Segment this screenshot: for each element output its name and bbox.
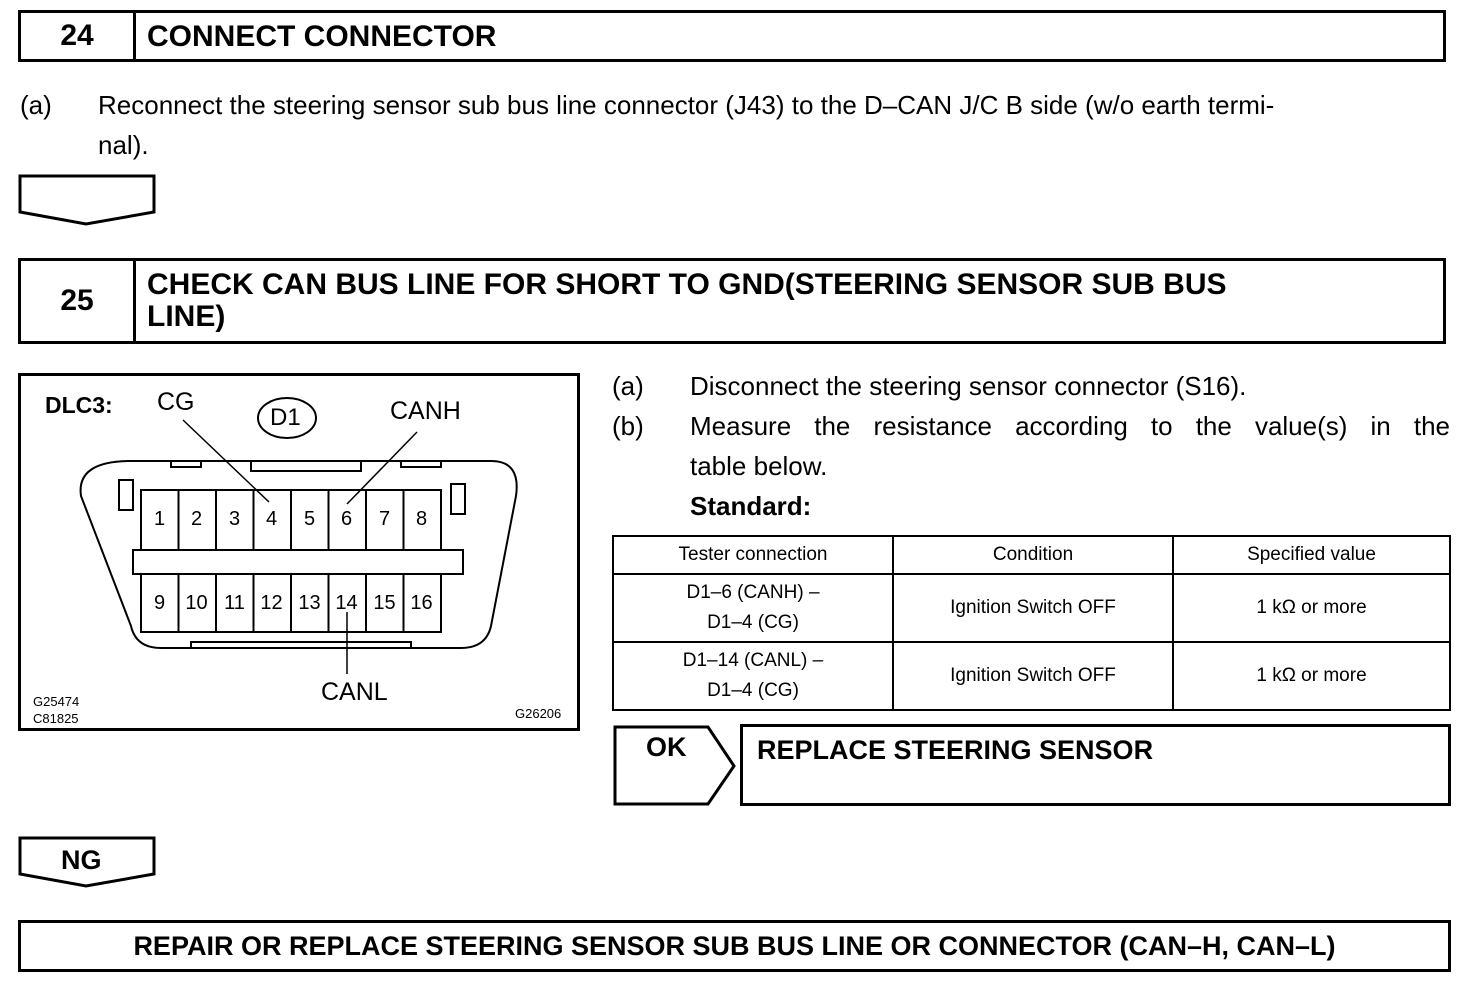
cell-line: D1–6 (CANH) – (686, 582, 820, 603)
instruction-text-cont: table below. (690, 451, 828, 481)
pin-number: 1 (153, 508, 166, 530)
pin-number: 16 (410, 592, 433, 614)
step-25-header (18, 258, 1446, 344)
table-cell: 1 kΩ or more (1173, 642, 1450, 710)
table-cell (613, 574, 893, 642)
pin-label-cg: CG (157, 388, 195, 416)
instruction-marker: (a) (20, 90, 52, 120)
cell-line: D1–14 (CANL) – (682, 650, 824, 671)
table-row (613, 642, 1450, 710)
ok-action-box (740, 724, 1451, 806)
pin-number: 8 (415, 508, 428, 530)
table-cell: Ignition Switch OFF (893, 574, 1173, 642)
flow-arrow (18, 174, 158, 228)
ok-label: OK (646, 732, 687, 762)
step-title-line: LINE) (147, 300, 226, 333)
column-header: Specified value (1173, 536, 1450, 574)
table-row (613, 574, 1450, 642)
instruction-text-cont: nal). (98, 130, 149, 160)
pin-number: 5 (303, 508, 316, 530)
pin-label-canl: CANL (321, 678, 388, 706)
pin-number: 3 (228, 508, 241, 530)
pin-number: 7 (378, 508, 391, 530)
ref-code: C81825 (33, 711, 79, 726)
step-title: CONNECT CONNECTOR (147, 20, 497, 53)
connector-label: DLC3: (45, 392, 113, 418)
ng-label: NG (61, 845, 102, 875)
instruction-marker: (b) (612, 411, 644, 441)
instruction-text: Reconnect the steering sensor sub bus line connector (J43) to the D–CAN J/C B side (w/o earth termi- (98, 90, 1275, 120)
pin-number: 6 (340, 508, 353, 530)
table-cell: Ignition Switch OFF (893, 642, 1173, 710)
ref-code: G26206 (515, 706, 562, 721)
pin-number: 2 (190, 508, 203, 530)
standard-label: Standard: (690, 491, 812, 521)
instruction-marker: (a) (612, 371, 644, 401)
step-number: 24 (21, 13, 136, 59)
pin-number: 9 (153, 592, 166, 614)
column-header: Condition (893, 536, 1173, 574)
instruction-text: Measure the resistance according to the value(s) in the (690, 411, 1450, 441)
step-title-line: CHECK CAN BUS LINE FOR SHORT TO GND(STEERING SENSOR SUB BUS (147, 268, 1227, 301)
pin-number: 14 (335, 592, 358, 614)
dlc3-diagram (18, 373, 580, 731)
column-header: Tester connection (613, 536, 893, 574)
ok-action-text: REPLACE STEERING SENSOR (757, 735, 1154, 765)
ref-code: G25474 (33, 694, 80, 709)
ng-action-box (18, 920, 1451, 972)
spec-table (612, 535, 1451, 711)
connector-id: D1 (270, 404, 301, 431)
table-cell: 1 kΩ or more (1173, 574, 1450, 642)
step-24-header (18, 10, 1446, 62)
instruction-text: Disconnect the steering sensor connector (S16). (690, 371, 1247, 401)
cell-line: D1–4 (CG) (707, 612, 799, 633)
step-number: 25 (21, 261, 136, 341)
pin-number: 12 (260, 592, 283, 614)
pin-number: 15 (373, 592, 396, 614)
table-header-row (613, 536, 1450, 574)
pin-label-canh: CANH (390, 397, 461, 425)
ng-action-text: REPAIR OR REPLACE STEERING SENSOR SUB BUS LINE OR CONNECTOR (CAN–H, CAN–L) (133, 931, 1336, 961)
pin-number: 10 (185, 592, 208, 614)
table-cell (613, 642, 893, 710)
pin-number: 11 (224, 592, 245, 614)
pin-number: 4 (265, 508, 278, 530)
cell-line: D1–4 (CG) (707, 680, 799, 701)
step-title (147, 269, 1433, 333)
pin-number: 13 (298, 592, 321, 614)
